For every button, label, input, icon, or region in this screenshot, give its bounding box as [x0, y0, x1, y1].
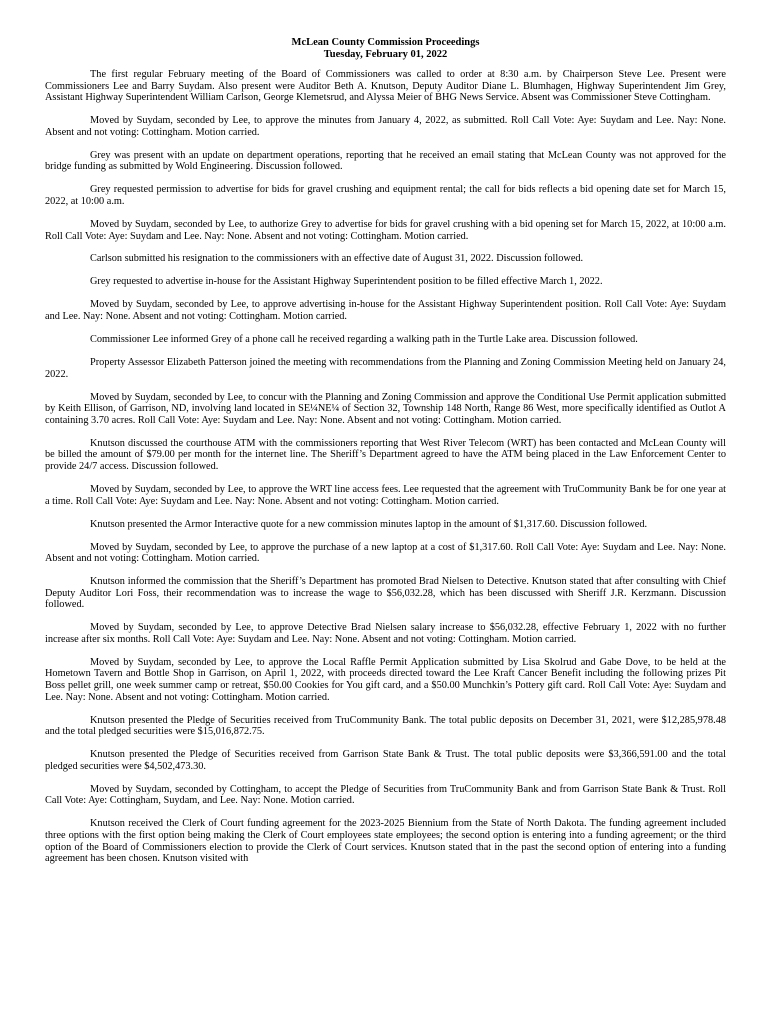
paragraph-resignation: Carlson submitted his resignation to the commissioners with an effective date of August 31, 2022. Discussion followed. — [90, 253, 584, 265]
document-body — [45, 37, 726, 876]
paragraph-laptop-quote: Knutson presented the Armor Interactive quote for a new commission minutes laptop in the amount of $1,317.60. Discussion followed. — [90, 518, 648, 530]
paragraph-detective-promotion: Knutson informed the commission that the Sheriff’s Department has promoted Brad Nielsen to Detective. Knutson stated that after consulting with Chief Deputy Auditor Lori Foss, their recommendation was to increase the wage to $56,032.28, which has been discussed with Sheriff J.R. Kerzmann. Discussion followed. — [45, 576, 726, 611]
document-header — [45, 37, 726, 61]
paragraph-inhouse-request: Grey requested to advertise in-house for the Assistant Highway Superintendent position to be filled effective March 1, 2022. — [90, 276, 603, 288]
paragraph-walking-path: Commissioner Lee informed Grey of a phone call he received regarding a walking path in the Turtle Lake area. Discussion followed. — [90, 334, 638, 346]
paragraph-department-update: Grey was present with an update on department operations, reporting that he received an email stating that McLean County was not approved for the bridge funding as submitted by Wold Engineering. Discussion followed. — [45, 149, 726, 173]
paragraph-garrison-pledge: Knutson presented the Pledge of Securities received from Garrison State Bank & Trust. The total public deposits were $3,366,591.00 and the total pledged securities were $4,502,473.30. — [45, 749, 726, 772]
paragraph-atm-discussion: Knutson discussed the courthouse ATM with the commissioners reporting that West River Telecom (WRT) has been contacted and McLean County will be billed the amount of $79.00 per month for the internet line. The Sheriff’s Department agreed to have the ATM being placed in the Law Enforcement Center to provide 24/7 access. Discussion followed. — [45, 437, 726, 472]
paragraph-conditional-use-permit: Moved by Suydam, seconded by Lee, to concur with the Planning and Zoning Commission and approve the Conditional Use Permit application submitted by Keith Ellison, of Garrison, ND, involving land located in SE¼NE¼ of Section 32, Township 148 North, Range 86 West, more specifically identified as Outlot A containing 3.70 acres. Roll Call Vote: Aye: Suydam and Lee. Nay: None. Absent and not voting: Cottingham. Motion carried. — [45, 391, 726, 426]
paragraph-raffle-permit: Moved by Suydam, seconded by Lee, to approve the Local Raffle Permit Application submitted by Lisa Skolrud and Gabe Dove, to be held at the Hometown Tavern and Bottle Shop in Garrison, on April 1, 2022, with proceeds directed toward the Lee Kraft Cancer Benefit including the following prizes Pit Boss pellet grill, one week summer camp or retreat, $50.00 Cookies for You gift card, and a $50.00 Munchkin’s Pottery gift card. Roll Call Vote: Aye: Suydam and Lee. Nay: None. Absent and not voting: Cottingham. Motion carried. — [45, 656, 726, 703]
paragraph-salary-motion: Moved by Suydam, seconded by Lee, to approve Detective Brad Nielsen salary increase to $56,032.28, effective February 1, 2022 with no further increase after six months. Roll Call Vote: Aye: Suydam and Lee. Nay: None. Absent and not voting: Cottingham. Motion carried. — [45, 622, 726, 645]
paragraph-wrt-motion: Moved by Suydam, seconded by Lee, to approve the WRT line access fees. Lee requested that the agreement with TruCommunity Bank be for one year at a time. Roll Call Vote: Aye: Suydam and Lee. Nay: None. Absent and not voting: Cottingham. Motion carried. — [45, 483, 726, 507]
paragraph-laptop-motion: Moved by Suydam, seconded by Lee, to approve the purchase of a new laptop at a cost of $1,317.60. Roll Call Vote: Aye: Suydam and Lee. Nay: None. Absent and not voting: Cottingham. Motion carried. — [45, 541, 726, 565]
paragraph-inhouse-motion: Moved by Suydam, seconded by Lee, to approve advertising in-house for the Assistant Highway Superintendent position. Roll Call Vote: Aye: Suydam and Lee. Nay: None. Absent and not voting: Cottingham. Motion carried. — [45, 299, 726, 323]
paragraph-pledge-motion: Moved by Suydam, seconded by Cottingham, to accept the Pledge of Securities from TruCommunity Bank and from Garrison State Bank & Trust. Roll Call Vote: Aye: Cottingham, Suydam, and Lee. Nay: None. Motion carried. — [45, 783, 726, 807]
document-title: McLean County Commission Proceedings — [291, 37, 480, 48]
paragraph-minutes-approval: Moved by Suydam, seconded by Lee, to approve the minutes from January 4, 2022, as submitted. Roll Call Vote: Aye: Suydam and Lee. Nay: None. Absent and not voting: Cottingham. Motion carried. — [45, 115, 726, 138]
paragraph-planning-zoning: Property Assessor Elizabeth Patterson joined the meeting with recommendations from the Planning and Zoning Commission Meeting held on January 24, 2022. — [45, 357, 726, 380]
paragraph-gravel-bid-motion: Moved by Suydam, seconded by Lee, to authorize Grey to advertise for bids for gravel crushing with a bid opening set for March 15, 2022, at 10:00 a.m. Roll Call Vote: Aye: Suydam and Lee. Nay: None. Absent and not voting: Cottingham. Motion carried. — [45, 218, 726, 242]
paragraph-gravel-bid-request: Grey requested permission to advertise for bids for gravel crushing and equipment rental; the call for bids reflects a bid opening date set for March 15, 2022, at 10:00 a.m. — [45, 184, 726, 207]
meeting-date: Tuesday, February 01, 2022 — [323, 49, 448, 60]
paragraph-trucommunity-pledge: Knutson presented the Pledge of Securities received from TruCommunity Bank. The total public deposits on December 31, 2021, were $12,285,978.48 and the total pledged securities were $15,016,872.75. — [45, 714, 726, 738]
paragraph-call-to-order: The first regular February meeting of the Board of Commissioners was called to order at 8:30 a.m. by Chairperson Steve Lee. Present were Commissioners Lee and Barry Suydam. Also present were Auditor Beth A. Knutson, Deputy Auditor Diane L. Blumhagen, Highway Superintendent Jim Grey, Assistant Highway Superintendent William Carlson, George Klemetsrud, and Alyssa Meier of BHG News Service. Absent was Commissioner Steve Cottingham. — [45, 69, 726, 104]
paragraph-clerk-funding: Knutson received the Clerk of Court funding agreement for the 2023-2025 Biennium from the State of North Dakota. The funding agreement included three options with the first option being making the Clerk of Court employees state employees; the second option is entering into a funding agreement; or the third option of the Board of Commissioners election to provide the Clerk of Court services. Knutson stated that in the past the second option of entering into a funding agreement has been chosen. Knutson visited with — [45, 818, 726, 865]
